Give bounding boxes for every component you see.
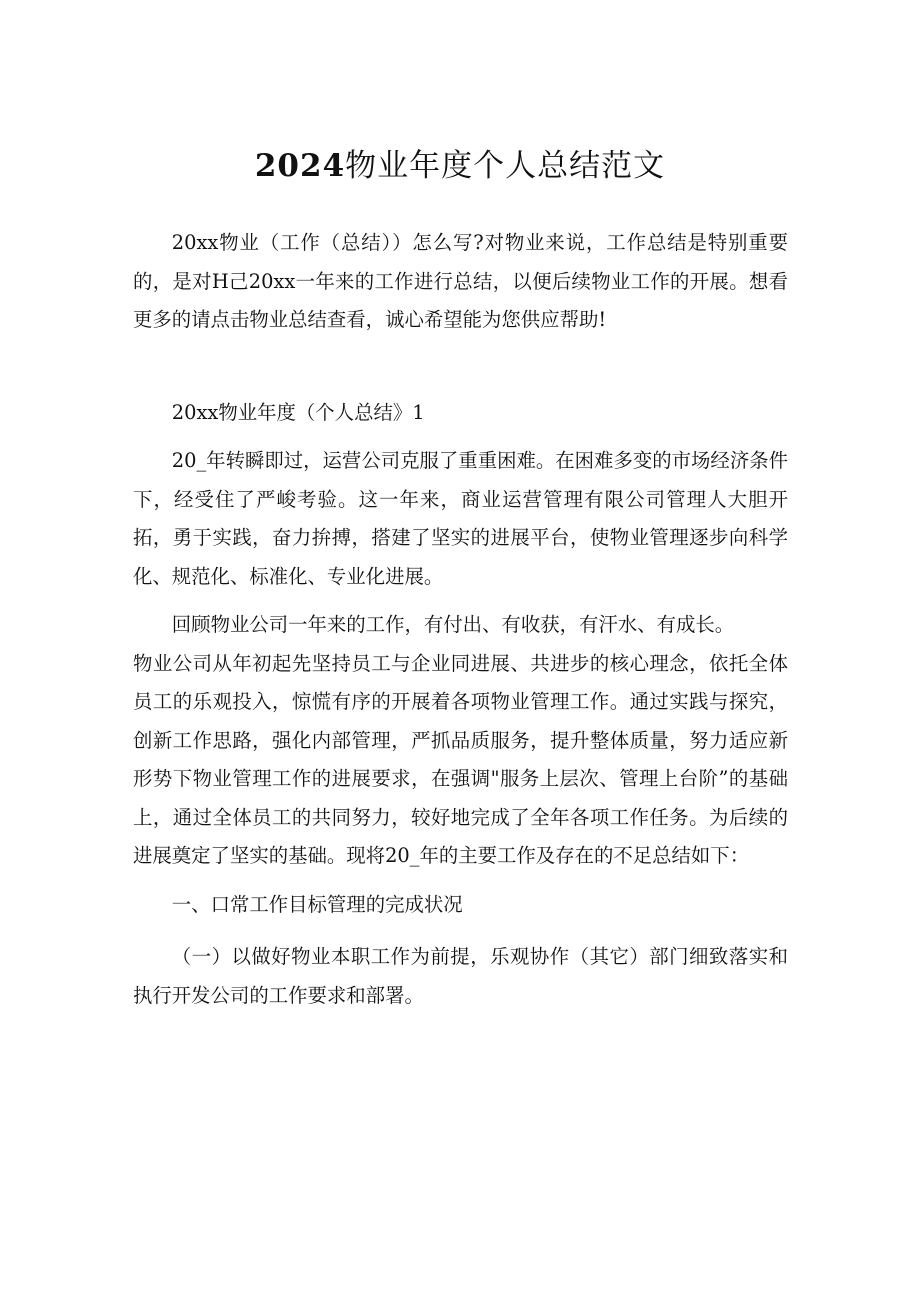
title-text: 物业年度个人总结范文 bbox=[345, 148, 666, 184]
document-body bbox=[133, 224, 788, 1015]
document-title bbox=[0, 142, 920, 190]
title-year: 2024 bbox=[254, 148, 346, 184]
section-heading: 20xx物业年度（个人总结》1 bbox=[171, 400, 425, 424]
body-paragraph: 回顾物业公司一年来的工作，有付出、有收获，有汗水、有成长。 bbox=[171, 613, 735, 636]
body-paragraph: （一）以做好物业本职工作为前提，乐观协作（其它）部门细致落实和执行开发公司的工作要求和部署。 bbox=[133, 945, 788, 1007]
subsection-heading: 一、口常工作目标管理的完成状况 bbox=[171, 892, 463, 916]
intro-paragraph: 20xx物业（工作（总结））怎么写?对物业来说，工作总结是特别重要的，是对H己20xx一年来的工作进行总结，以便后续物业工作的开展。想看更多的请点击物业总结查看，诚心希望能为您供应帮助! bbox=[133, 231, 788, 331]
body-paragraph: 20_年转瞬即过，运营公司克服了重重困难。在困难多变的市场经济条件下，经受住了严峻考验。这一年来，商业运营管理有限公司管理人大胆开拓，勇于实践，奋力拚搏，搭建了坚实的进展平台，使物业管理逐步向科学化、规范化、标准化、专业化进展。 bbox=[133, 449, 788, 588]
body-paragraph: 物业公司从年初起先坚持员工与企业同进展、共进步的核心理念，依托全体员工的乐观投入，惊慌有序的开展着各项物业管理工作。通过实践与探究，创新工作思路，强化内部管理，严抓品质服务，提升整体质量，努力适应新形势下物业管理工作的进展要求，在强调"服务上层次、管理上台阶”的基础上，通过全体员工的共同努力，较好地完成了全年各项工作任务。为后续的进展奠定了坚实的基础。现将20_年的主要工作及存在的不足总结如下： bbox=[133, 651, 788, 867]
